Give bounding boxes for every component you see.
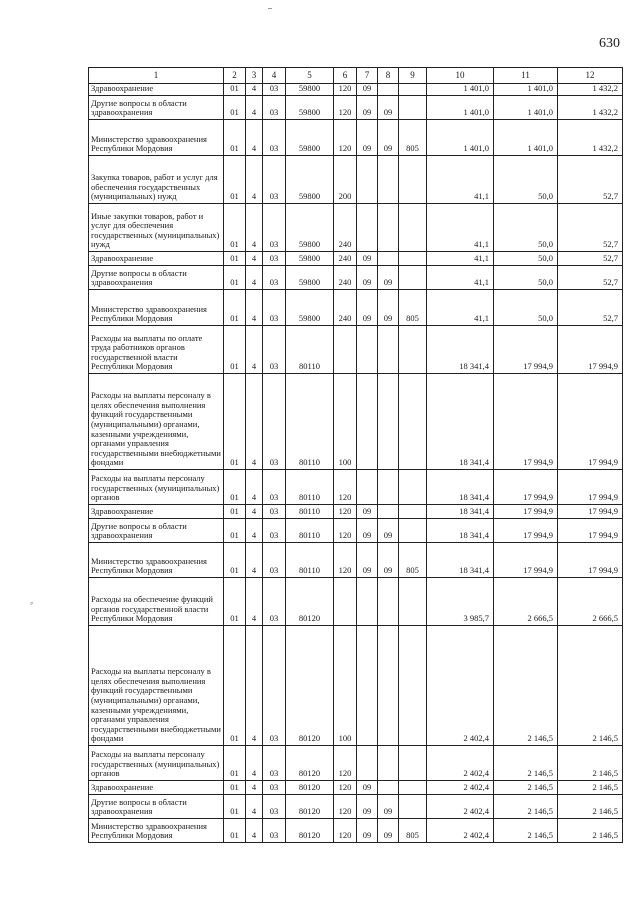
code-col-2: 01 <box>224 781 246 795</box>
table-row <box>89 374 623 470</box>
code-col-4: 03 <box>263 819 286 843</box>
code-col-3: 4 <box>246 781 263 795</box>
code-col-4: 03 <box>263 266 286 290</box>
amount-col-11: 2 146,5 <box>494 819 558 843</box>
code-col-4: 03 <box>263 156 286 204</box>
row-name: Здравоохранение <box>89 84 224 96</box>
code-col-6: 100 <box>334 626 357 746</box>
row-name: Иные закупки товаров, работ и услуг для обеспечения государственных (муниципальных) нужд <box>89 204 224 252</box>
amount-col-11: 17 994,9 <box>494 543 558 578</box>
code-col-8: 09 <box>378 543 399 578</box>
amount-col-11: 50,0 <box>494 204 558 252</box>
code-col-7 <box>357 578 378 626</box>
amount-col-12: 17 994,9 <box>558 543 623 578</box>
code-col-4: 03 <box>263 505 286 519</box>
code-col-9 <box>399 626 427 746</box>
code-col-6: 120 <box>334 505 357 519</box>
amount-col-11: 17 994,9 <box>494 374 558 470</box>
table-row <box>89 746 623 781</box>
amount-col-10: 18 341,4 <box>427 519 494 543</box>
code-col-7: 09 <box>357 96 378 120</box>
code-col-4: 03 <box>263 626 286 746</box>
code-col-2: 01 <box>224 470 246 505</box>
amount-col-11: 50,0 <box>494 252 558 266</box>
row-name: Другие вопросы в области здравоохранения <box>89 266 224 290</box>
column-header: 6 <box>334 68 357 84</box>
column-header: 8 <box>378 68 399 84</box>
amount-col-12: 2 146,5 <box>558 781 623 795</box>
code-col-4: 03 <box>263 543 286 578</box>
code-col-3: 4 <box>246 795 263 819</box>
row-name: Министерство здравоохранения Республики Мордовия <box>89 819 224 843</box>
column-header: 11 <box>494 68 558 84</box>
amount-col-12: 52,7 <box>558 204 623 252</box>
code-col-4: 03 <box>263 795 286 819</box>
amount-col-12: 17 994,9 <box>558 505 623 519</box>
code-col-3: 4 <box>246 84 263 96</box>
amount-col-11: 2 146,5 <box>494 795 558 819</box>
amount-col-11: 50,0 <box>494 156 558 204</box>
code-col-5: 59800 <box>286 204 334 252</box>
table-header-row <box>89 68 623 84</box>
code-col-5: 80120 <box>286 781 334 795</box>
code-col-7: 09 <box>357 519 378 543</box>
code-col-9 <box>399 96 427 120</box>
code-col-7 <box>357 470 378 505</box>
code-col-5: 59800 <box>286 252 334 266</box>
amount-col-12: 17 994,9 <box>558 374 623 470</box>
amount-col-12: 1 432,2 <box>558 84 623 96</box>
amount-col-10: 18 341,4 <box>427 326 494 374</box>
code-col-2: 01 <box>224 543 246 578</box>
code-col-6: 240 <box>334 290 357 326</box>
code-col-8: 09 <box>378 519 399 543</box>
amount-col-10: 3 985,7 <box>427 578 494 626</box>
code-col-9 <box>399 470 427 505</box>
code-col-3: 4 <box>246 156 263 204</box>
row-name: Закупка товаров, работ и услуг для обеспечения государственных (муниципальных) нужд <box>89 156 224 204</box>
code-col-7: 09 <box>357 543 378 578</box>
code-col-4: 03 <box>263 96 286 120</box>
code-col-5: 59800 <box>286 84 334 96</box>
amount-col-10: 1 401,0 <box>427 84 494 96</box>
code-col-3: 4 <box>246 819 263 843</box>
table-row <box>89 781 623 795</box>
amount-col-12: 17 994,9 <box>558 326 623 374</box>
row-name: Расходы на выплаты персоналу государственных (муниципальных) органов <box>89 470 224 505</box>
table-row <box>89 84 623 96</box>
code-col-4: 03 <box>263 374 286 470</box>
code-col-6: 120 <box>334 819 357 843</box>
code-col-6: 100 <box>334 374 357 470</box>
code-col-4: 03 <box>263 120 286 156</box>
code-col-6: 240 <box>334 252 357 266</box>
code-col-2: 01 <box>224 746 246 781</box>
amount-col-12: 52,7 <box>558 156 623 204</box>
code-col-3: 4 <box>246 519 263 543</box>
code-col-4: 03 <box>263 781 286 795</box>
code-col-5: 80120 <box>286 819 334 843</box>
code-col-9 <box>399 204 427 252</box>
amount-col-11: 2 666,5 <box>494 578 558 626</box>
code-col-2: 01 <box>224 795 246 819</box>
amount-col-10: 2 402,4 <box>427 795 494 819</box>
amount-col-12: 1 432,2 <box>558 120 623 156</box>
code-col-9 <box>399 746 427 781</box>
code-col-6: 240 <box>334 204 357 252</box>
table-row <box>89 252 623 266</box>
row-name: Здравоохранение <box>89 505 224 519</box>
code-col-2: 01 <box>224 120 246 156</box>
column-header: 1 <box>89 68 224 84</box>
code-col-2: 01 <box>224 84 246 96</box>
column-header: 12 <box>558 68 623 84</box>
row-name: Здравоохранение <box>89 781 224 795</box>
amount-col-11: 17 994,9 <box>494 470 558 505</box>
code-col-9 <box>399 84 427 96</box>
amount-col-10: 18 341,4 <box>427 543 494 578</box>
code-col-3: 4 <box>246 290 263 326</box>
code-col-5: 59800 <box>286 156 334 204</box>
code-col-8 <box>378 781 399 795</box>
amount-col-10: 1 401,0 <box>427 96 494 120</box>
table-row <box>89 819 623 843</box>
code-col-7: 09 <box>357 252 378 266</box>
amount-col-10: 2 402,4 <box>427 626 494 746</box>
code-col-6: 120 <box>334 746 357 781</box>
scan-mark <box>268 8 272 9</box>
code-col-4: 03 <box>263 290 286 326</box>
code-col-2: 01 <box>224 374 246 470</box>
code-col-2: 01 <box>224 326 246 374</box>
code-col-9: 805 <box>399 120 427 156</box>
code-col-6: 120 <box>334 96 357 120</box>
amount-col-12: 2 666,5 <box>558 578 623 626</box>
amount-col-11: 1 401,0 <box>494 84 558 96</box>
column-header: 3 <box>246 68 263 84</box>
code-col-2: 01 <box>224 519 246 543</box>
code-col-3: 4 <box>246 374 263 470</box>
table-row <box>89 578 623 626</box>
code-col-7: 09 <box>357 266 378 290</box>
amount-col-10: 2 402,4 <box>427 819 494 843</box>
code-col-5: 80120 <box>286 626 334 746</box>
code-col-8 <box>378 326 399 374</box>
code-col-2: 01 <box>224 626 246 746</box>
amount-col-10: 18 341,4 <box>427 470 494 505</box>
code-col-7 <box>357 156 378 204</box>
code-col-6: 120 <box>334 781 357 795</box>
amount-col-10: 18 341,4 <box>427 374 494 470</box>
amount-col-11: 1 401,0 <box>494 120 558 156</box>
row-name: Расходы на выплаты персоналу государственных (муниципальных) органов <box>89 746 224 781</box>
amount-col-11: 17 994,9 <box>494 326 558 374</box>
scan-artifact: ⸗ <box>30 598 34 609</box>
table-row <box>89 156 623 204</box>
code-col-2: 01 <box>224 505 246 519</box>
code-col-7: 09 <box>357 120 378 156</box>
code-col-3: 4 <box>246 543 263 578</box>
row-name: Другие вопросы в области здравоохранения <box>89 96 224 120</box>
table-row <box>89 326 623 374</box>
code-col-3: 4 <box>246 326 263 374</box>
budget-table <box>88 67 623 843</box>
code-col-4: 03 <box>263 578 286 626</box>
table-row <box>89 96 623 120</box>
code-col-4: 03 <box>263 470 286 505</box>
code-col-7: 09 <box>357 290 378 326</box>
code-col-8: 09 <box>378 120 399 156</box>
code-col-9 <box>399 326 427 374</box>
code-col-9 <box>399 795 427 819</box>
code-col-6: 120 <box>334 120 357 156</box>
code-col-8: 09 <box>378 290 399 326</box>
amount-col-11: 2 146,5 <box>494 626 558 746</box>
code-col-8: 09 <box>378 96 399 120</box>
table-row <box>89 519 623 543</box>
row-name: Расходы на выплаты по оплате труда работников органов государственной власти Республики Мордовия <box>89 326 224 374</box>
code-col-7: 09 <box>357 84 378 96</box>
amount-col-11: 17 994,9 <box>494 505 558 519</box>
amount-col-12: 2 146,5 <box>558 626 623 746</box>
code-col-9 <box>399 156 427 204</box>
amount-col-10: 2 402,4 <box>427 781 494 795</box>
code-col-8 <box>378 746 399 781</box>
code-col-7: 09 <box>357 819 378 843</box>
code-col-6: 120 <box>334 795 357 819</box>
code-col-9 <box>399 252 427 266</box>
row-name: Расходы на выплаты персоналу в целях обеспечения выполнения функций государственными (муниципальными) органами, казенными учреждениями, органами управления государственными внебюджетными фондами <box>89 626 224 746</box>
amount-col-12: 52,7 <box>558 290 623 326</box>
code-col-2: 01 <box>224 578 246 626</box>
code-col-8 <box>378 204 399 252</box>
amount-col-12: 2 146,5 <box>558 795 623 819</box>
code-col-9 <box>399 266 427 290</box>
code-col-3: 4 <box>246 505 263 519</box>
row-name: Здравоохранение <box>89 252 224 266</box>
amount-col-10: 41,1 <box>427 252 494 266</box>
code-col-2: 01 <box>224 819 246 843</box>
amount-col-10: 18 341,4 <box>427 505 494 519</box>
table-row <box>89 470 623 505</box>
amount-col-11: 2 146,5 <box>494 781 558 795</box>
amount-col-12: 1 432,2 <box>558 96 623 120</box>
code-col-8: 09 <box>378 795 399 819</box>
code-col-8 <box>378 374 399 470</box>
amount-col-12: 2 146,5 <box>558 746 623 781</box>
column-header: 2 <box>224 68 246 84</box>
code-col-2: 01 <box>224 204 246 252</box>
row-name: Министерство здравоохранения Республики Мордовия <box>89 543 224 578</box>
code-col-4: 03 <box>263 519 286 543</box>
row-name: Другие вопросы в области здравоохранения <box>89 795 224 819</box>
table-row <box>89 795 623 819</box>
code-col-6 <box>334 578 357 626</box>
code-col-7 <box>357 326 378 374</box>
code-col-8: 09 <box>378 819 399 843</box>
amount-col-12: 52,7 <box>558 266 623 290</box>
code-col-5: 80110 <box>286 326 334 374</box>
code-col-4: 03 <box>263 84 286 96</box>
code-col-9 <box>399 374 427 470</box>
code-col-3: 4 <box>246 266 263 290</box>
code-col-8 <box>378 578 399 626</box>
code-col-5: 80110 <box>286 470 334 505</box>
code-col-3: 4 <box>246 626 263 746</box>
table-row <box>89 505 623 519</box>
code-col-3: 4 <box>246 204 263 252</box>
code-col-7: 09 <box>357 505 378 519</box>
code-col-9 <box>399 519 427 543</box>
code-col-3: 4 <box>246 746 263 781</box>
code-col-4: 03 <box>263 326 286 374</box>
table-row <box>89 290 623 326</box>
code-col-6: 120 <box>334 519 357 543</box>
code-col-2: 01 <box>224 290 246 326</box>
code-col-5: 80120 <box>286 795 334 819</box>
code-col-5: 59800 <box>286 290 334 326</box>
code-col-2: 01 <box>224 156 246 204</box>
code-col-9: 805 <box>399 819 427 843</box>
code-col-5: 80120 <box>286 746 334 781</box>
column-header: 10 <box>427 68 494 84</box>
code-col-7 <box>357 204 378 252</box>
column-header: 9 <box>399 68 427 84</box>
page-number: 630 <box>599 36 620 51</box>
code-col-9 <box>399 781 427 795</box>
code-col-8 <box>378 156 399 204</box>
table-row <box>89 626 623 746</box>
code-col-7 <box>357 626 378 746</box>
code-col-3: 4 <box>246 470 263 505</box>
code-col-7: 09 <box>357 795 378 819</box>
amount-col-11: 2 146,5 <box>494 746 558 781</box>
code-col-7 <box>357 746 378 781</box>
amount-col-12: 17 994,9 <box>558 470 623 505</box>
code-col-4: 03 <box>263 746 286 781</box>
code-col-3: 4 <box>246 252 263 266</box>
code-col-6: 240 <box>334 266 357 290</box>
code-col-5: 80120 <box>286 578 334 626</box>
column-header: 5 <box>286 68 334 84</box>
code-col-5: 80110 <box>286 374 334 470</box>
code-col-3: 4 <box>246 120 263 156</box>
code-col-6: 120 <box>334 84 357 96</box>
code-col-9: 805 <box>399 290 427 326</box>
amount-col-12: 17 994,9 <box>558 519 623 543</box>
row-name: Министерство здравоохранения Республики Мордовия <box>89 120 224 156</box>
amount-col-10: 41,1 <box>427 266 494 290</box>
amount-col-11: 1 401,0 <box>494 96 558 120</box>
code-col-2: 01 <box>224 266 246 290</box>
code-col-3: 4 <box>246 96 263 120</box>
code-col-2: 01 <box>224 252 246 266</box>
code-col-7 <box>357 374 378 470</box>
code-col-5: 59800 <box>286 96 334 120</box>
column-header: 7 <box>357 68 378 84</box>
code-col-6: 200 <box>334 156 357 204</box>
amount-col-10: 2 402,4 <box>427 746 494 781</box>
amount-col-10: 41,1 <box>427 290 494 326</box>
code-col-8 <box>378 252 399 266</box>
table-row <box>89 120 623 156</box>
code-col-3: 4 <box>246 578 263 626</box>
code-col-8 <box>378 626 399 746</box>
amount-col-11: 50,0 <box>494 266 558 290</box>
code-col-8: 09 <box>378 266 399 290</box>
code-col-6 <box>334 326 357 374</box>
code-col-5: 80110 <box>286 519 334 543</box>
amount-col-10: 41,1 <box>427 204 494 252</box>
table-row <box>89 204 623 252</box>
code-col-2: 01 <box>224 96 246 120</box>
amount-col-11: 17 994,9 <box>494 519 558 543</box>
table-row <box>89 266 623 290</box>
row-name: Расходы на обеспечение функций органов государственной власти Республики Мордовия <box>89 578 224 626</box>
code-col-5: 59800 <box>286 120 334 156</box>
row-name: Расходы на выплаты персоналу в целях обеспечения выполнения функций государственными (муниципальными) органами, казенными учреждениями, органами управления государственными внебюджетными фондами <box>89 374 224 470</box>
amount-col-12: 52,7 <box>558 252 623 266</box>
code-col-6: 120 <box>334 543 357 578</box>
code-col-5: 59800 <box>286 266 334 290</box>
code-col-9: 805 <box>399 543 427 578</box>
amount-col-10: 1 401,0 <box>427 120 494 156</box>
table-row <box>89 543 623 578</box>
code-col-6: 120 <box>334 470 357 505</box>
row-name: Министерство здравоохранения Республики Мордовия <box>89 290 224 326</box>
amount-col-10: 41,1 <box>427 156 494 204</box>
code-col-5: 80110 <box>286 543 334 578</box>
row-name: Другие вопросы в области здравоохранения <box>89 519 224 543</box>
code-col-8 <box>378 505 399 519</box>
code-col-4: 03 <box>263 204 286 252</box>
code-col-5: 80110 <box>286 505 334 519</box>
code-col-8 <box>378 84 399 96</box>
code-col-7: 09 <box>357 781 378 795</box>
code-col-9 <box>399 578 427 626</box>
code-col-8 <box>378 470 399 505</box>
code-col-9 <box>399 505 427 519</box>
column-header: 4 <box>263 68 286 84</box>
amount-col-11: 50,0 <box>494 290 558 326</box>
amount-col-12: 2 146,5 <box>558 819 623 843</box>
code-col-4: 03 <box>263 252 286 266</box>
